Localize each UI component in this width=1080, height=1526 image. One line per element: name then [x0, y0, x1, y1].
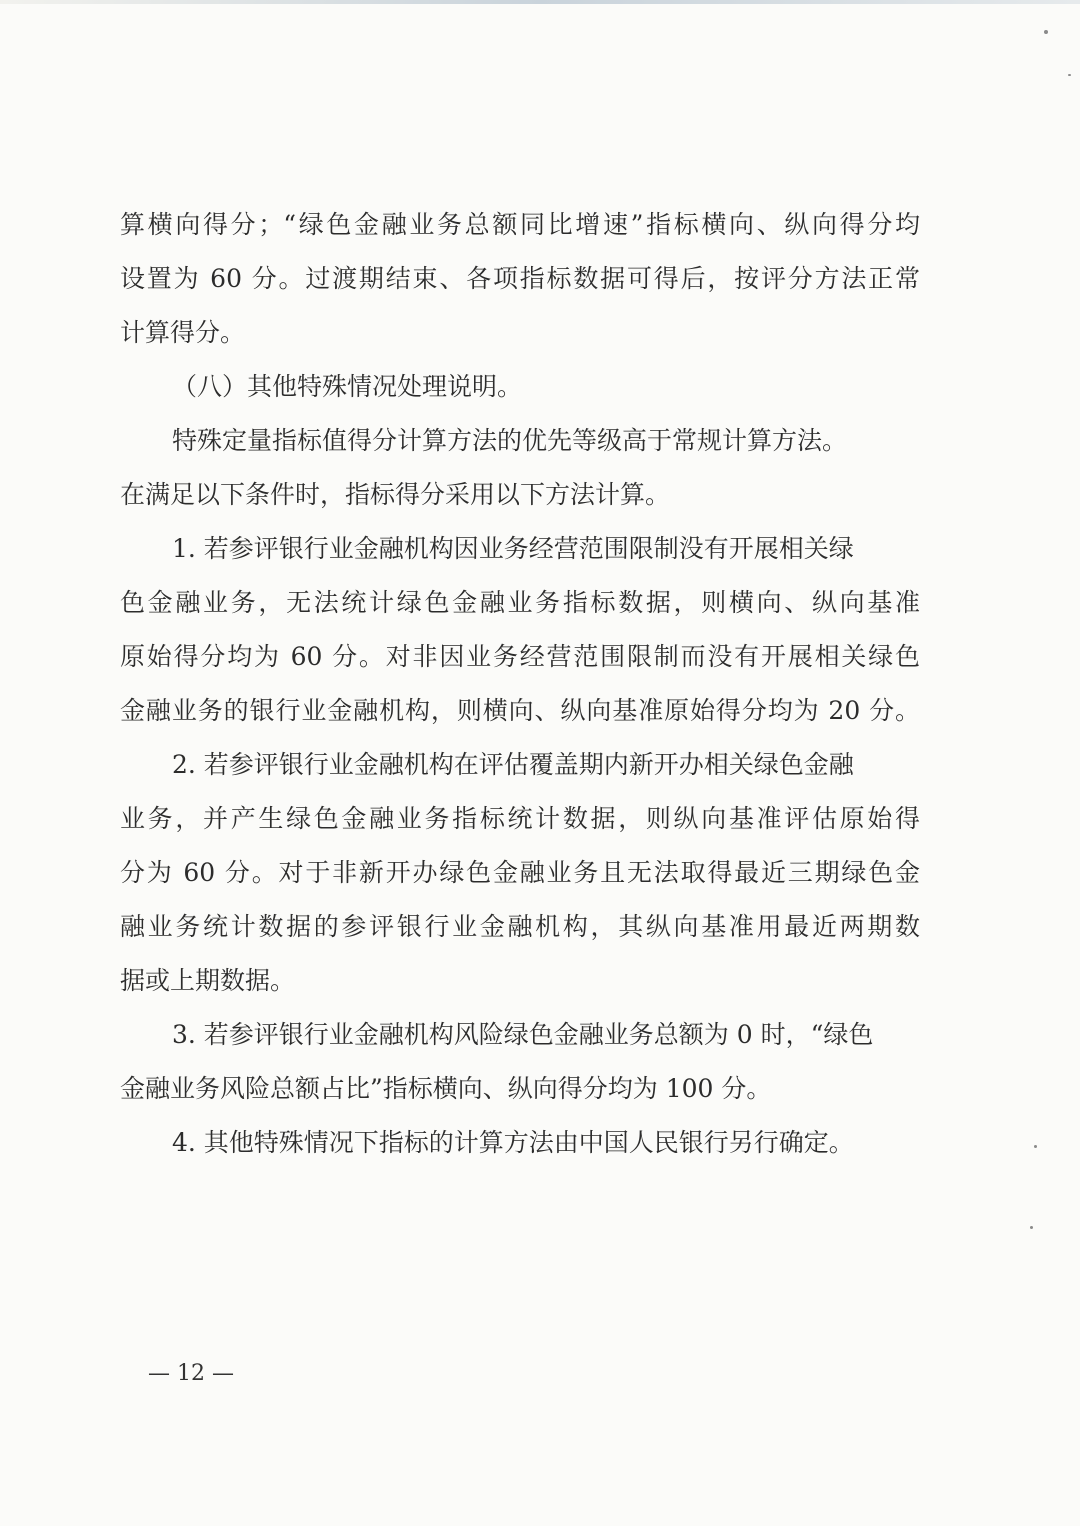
- list-item-line: 业务，并产生绿色金融业务指标统计数据，则纵向基准评估原始得: [120, 804, 920, 833]
- list-item-line: 4. 其他特殊情况下指标的计算方法由中国人民银行另行确定。: [172, 1128, 854, 1157]
- list-item-line: 3. 若参评银行业金融机构风险绿色金融业务总额为 0 时，“绿色: [172, 1020, 874, 1049]
- scan-speck: [1044, 30, 1048, 34]
- paragraph-line: 算横向得分；“绿色金融业务总额同比增速”指标横向、纵向得分均: [120, 210, 920, 239]
- section-heading: （八）其他特殊情况处理说明。: [172, 372, 523, 401]
- list-item-line: 色金融业务，无法统计绿色金融业务指标数据，则横向、纵向基准: [120, 588, 920, 617]
- paragraph-line: 计算得分。: [120, 318, 246, 347]
- list-item-line: 分为 60 分。对于非新开办绿色金融业务且无法取得最近三期绿色金: [120, 858, 920, 887]
- list-item-line: 1. 若参评银行业金融机构因业务经营范围限制没有开展相关绿: [172, 534, 854, 563]
- document-body: [120, 198, 920, 1170]
- paragraph-line: 特殊定量指标值得分计算方法的优先等级高于常规计算方法。: [172, 426, 848, 455]
- scan-speck: [1034, 1145, 1037, 1148]
- list-item-line: 融业务统计数据的参评银行业金融机构，其纵向基准用最近两期数: [120, 912, 920, 941]
- paragraph-line: 在满足以下条件时，指标得分采用以下方法计算。: [120, 480, 671, 509]
- paragraph-line: 设置为 60 分。过渡期结束、各项指标数据可得后，按评分方法正常: [120, 264, 920, 293]
- scan-speck: [1030, 1226, 1033, 1229]
- scan-speck: [1068, 74, 1071, 76]
- list-item-line: 金融业务风险总额占比”指标横向、纵向得分均为 100 分。: [120, 1074, 772, 1103]
- page-number: — 12 —: [148, 1361, 234, 1386]
- list-item-line: 原始得分均为 60 分。对非因业务经营范围限制而没有开展相关绿色: [120, 642, 920, 671]
- list-item-line: 金融业务的银行业金融机构，则横向、纵向基准原始得分均为 20 分。: [120, 696, 920, 725]
- list-item-line: 据或上期数据。: [120, 966, 296, 995]
- scan-top-edge: [0, 0, 1080, 4]
- list-item-line: 2. 若参评银行业金融机构在评估覆盖期内新开办相关绿色金融: [172, 750, 854, 779]
